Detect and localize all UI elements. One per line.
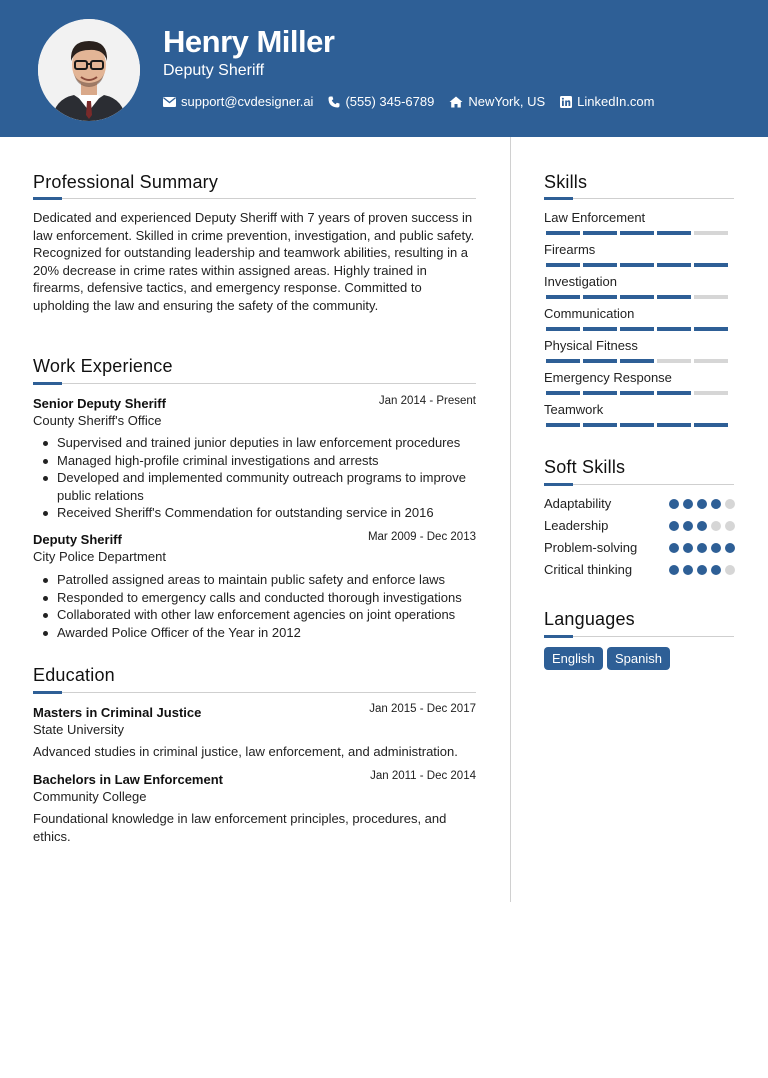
column-divider (510, 137, 511, 902)
skill-level-bar (546, 295, 728, 299)
rating-dot (725, 543, 735, 553)
skill-level-segment (694, 295, 728, 299)
list-item: Responded to emergency calls and conducted thorough investigations (33, 589, 477, 607)
list-item: Patrolled assigned areas to maintain public safety and enforce laws (33, 571, 477, 589)
rating-dot (669, 521, 679, 531)
skill-level-segment (583, 327, 617, 331)
skill-level-segment (694, 327, 728, 331)
skill-level-bar (546, 263, 728, 267)
skill-level-segment (657, 263, 691, 267)
contact-phone[interactable] (328, 94, 434, 109)
skill-level-segment (620, 391, 654, 395)
soft-skill-rating (669, 565, 735, 575)
linkedin-icon (560, 96, 572, 108)
experience-rule (33, 383, 476, 384)
skill-name: Emergency Response (544, 370, 672, 385)
skill-level-segment (657, 327, 691, 331)
list-item: Developed and implemented community outreach programs to improve public relations (33, 469, 477, 504)
rating-dot (711, 521, 721, 531)
summary-heading: Professional Summary (33, 172, 219, 192)
skill-level-segment (620, 359, 654, 363)
rating-dot (725, 499, 735, 509)
soft-skill-rating (669, 499, 735, 509)
list-item: Managed high-profile criminal investigations and arrests (33, 452, 477, 470)
soft-skills-accent (544, 483, 573, 486)
envelope-icon (163, 97, 176, 107)
skill-level-segment (546, 359, 580, 363)
soft-skill-name: Critical thinking (544, 562, 633, 577)
skills-heading: Skills (544, 172, 588, 192)
skill-level-segment (657, 391, 691, 395)
degree-desc: Foundational knowledge in law enforcement principles, procedures, and ethics. (33, 811, 447, 844)
list-item: Collaborated with other law enforcement agencies on joint operations (33, 606, 477, 624)
experience-accent (33, 382, 62, 385)
contact-row (163, 94, 655, 109)
rating-dot (725, 521, 735, 531)
list-item: Awarded Police Officer of the Year in 2012 (33, 624, 477, 642)
rating-dot (683, 565, 693, 575)
skill-level-segment (657, 295, 691, 299)
candidate-name: Henry Miller (163, 24, 335, 59)
skill-level-segment (546, 391, 580, 395)
skill-level-segment (657, 359, 691, 363)
skill-level-segment (583, 359, 617, 363)
language-badge: English (544, 647, 603, 670)
rating-dot (669, 565, 679, 575)
rating-dot (697, 521, 707, 531)
job-date: Mar 2009 - Dec 2013 (367, 531, 476, 543)
school-name: State University (33, 722, 125, 737)
skill-name: Physical Fitness (544, 338, 638, 353)
rating-dot (697, 499, 707, 509)
skill-name: Communication (544, 306, 635, 321)
job-org: City Police Department (33, 549, 166, 564)
skill-level-segment (620, 423, 654, 427)
soft-skills-heading: Soft Skills (544, 457, 626, 477)
job-title: Senior Deputy Sheriff (33, 396, 166, 411)
skill-level-segment (657, 423, 691, 427)
skill-level-bar (546, 423, 728, 427)
language-badge: Spanish (607, 647, 670, 670)
skill-level-segment (583, 295, 617, 299)
skill-level-segment (546, 327, 580, 331)
summary-rule (33, 198, 476, 199)
skill-level-segment (583, 263, 617, 267)
degree-title: Masters in Criminal Justice (33, 705, 202, 720)
job-bullets (33, 571, 477, 641)
list-item: Received Sheriff's Commendation for outstanding service in 2016 (33, 504, 477, 522)
skill-level-bar (546, 391, 728, 395)
phone-icon (328, 96, 340, 108)
rating-dot (697, 543, 707, 553)
job-org: County Sheriff's Office (33, 413, 162, 428)
phone-text: (555) 345-6789 (345, 94, 435, 109)
avatar (38, 19, 140, 121)
list-item: Supervised and trained junior deputies in law enforcement procedures (33, 434, 477, 452)
rating-dot (683, 543, 693, 553)
summary-accent (33, 197, 62, 200)
rating-dot (669, 543, 679, 553)
soft-skill-name: Adaptability (544, 496, 612, 511)
skill-name: Investigation (544, 274, 617, 289)
skill-level-segment (546, 263, 580, 267)
soft-skill-name: Leadership (544, 518, 609, 533)
skill-name: Law Enforcement (544, 210, 646, 225)
soft-skill-name: Problem-solving (544, 540, 638, 555)
rating-dot (725, 565, 735, 575)
degree-desc: Advanced studies in criminal justice, law enforcement, and administration. (33, 744, 458, 759)
soft-skill-rating (669, 543, 735, 553)
experience-heading: Work Experience (33, 356, 173, 376)
skill-level-segment (583, 391, 617, 395)
job-date: Jan 2014 - Present (378, 395, 476, 407)
skill-level-segment (694, 359, 728, 363)
home-icon (449, 96, 463, 108)
job-bullets (33, 434, 477, 522)
rating-dot (683, 521, 693, 531)
skill-level-segment (546, 423, 580, 427)
profile-photo (38, 19, 140, 121)
skill-level-segment (546, 295, 580, 299)
rating-dot (697, 565, 707, 575)
summary-text: Dedicated and experienced Deputy Sheriff with 7 years of proven success in law enforcement. Skilled in crime prevention, investigation, and public safety. Recognized for outstanding leadership and teamwork abilities, resulting in a 20% decrease in crime rates within assigned areas. Highly trained in firearms, defensive tactics, and emergency response. Committed to upholding the law and ensuring the safety of the community. (33, 210, 475, 313)
skill-level-segment (694, 263, 728, 267)
languages-accent (544, 635, 573, 638)
contact-email[interactable] (163, 94, 313, 109)
contact-location[interactable] (449, 94, 545, 109)
skill-name: Firearms (544, 242, 596, 257)
header-banner (0, 0, 768, 137)
education-rule (33, 692, 476, 693)
school-name: Community College (33, 789, 147, 804)
linkedin-text: LinkedIn.com (577, 94, 655, 109)
skill-level-segment (657, 231, 691, 235)
skill-level-segment (546, 231, 580, 235)
degree-title: Bachelors in Law Enforcement (33, 772, 223, 787)
rating-dot (711, 499, 721, 509)
skill-level-bar (546, 359, 728, 363)
degree-date: Jan 2015 - Dec 2017 (369, 703, 476, 715)
skill-level-segment (694, 423, 728, 427)
education-accent (33, 691, 62, 694)
skill-name: Teamwork (544, 402, 604, 417)
degree-date: Jan 2011 - Dec 2014 (370, 770, 476, 782)
skill-level-segment (620, 295, 654, 299)
location-text: NewYork, US (468, 94, 546, 109)
languages-heading: Languages (544, 609, 635, 629)
rating-dot (669, 499, 679, 509)
job-title: Deputy Sheriff (33, 532, 122, 547)
rating-dot (711, 543, 721, 553)
rating-dot (711, 565, 721, 575)
skill-level-segment (694, 391, 728, 395)
skill-level-segment (583, 423, 617, 427)
email-text: support@cvdesigner.ai (181, 94, 314, 109)
education-heading: Education (33, 665, 115, 685)
candidate-role: Deputy Sheriff (163, 62, 265, 79)
rating-dot (683, 499, 693, 509)
skill-level-segment (583, 231, 617, 235)
skill-level-bar (546, 231, 728, 235)
soft-skill-rating (669, 521, 735, 531)
skill-level-segment (620, 263, 654, 267)
skill-level-segment (694, 231, 728, 235)
contact-linkedin[interactable] (560, 94, 654, 109)
skill-level-bar (546, 327, 728, 331)
skills-accent (544, 197, 573, 200)
skill-level-segment (620, 231, 654, 235)
skill-level-segment (620, 327, 654, 331)
